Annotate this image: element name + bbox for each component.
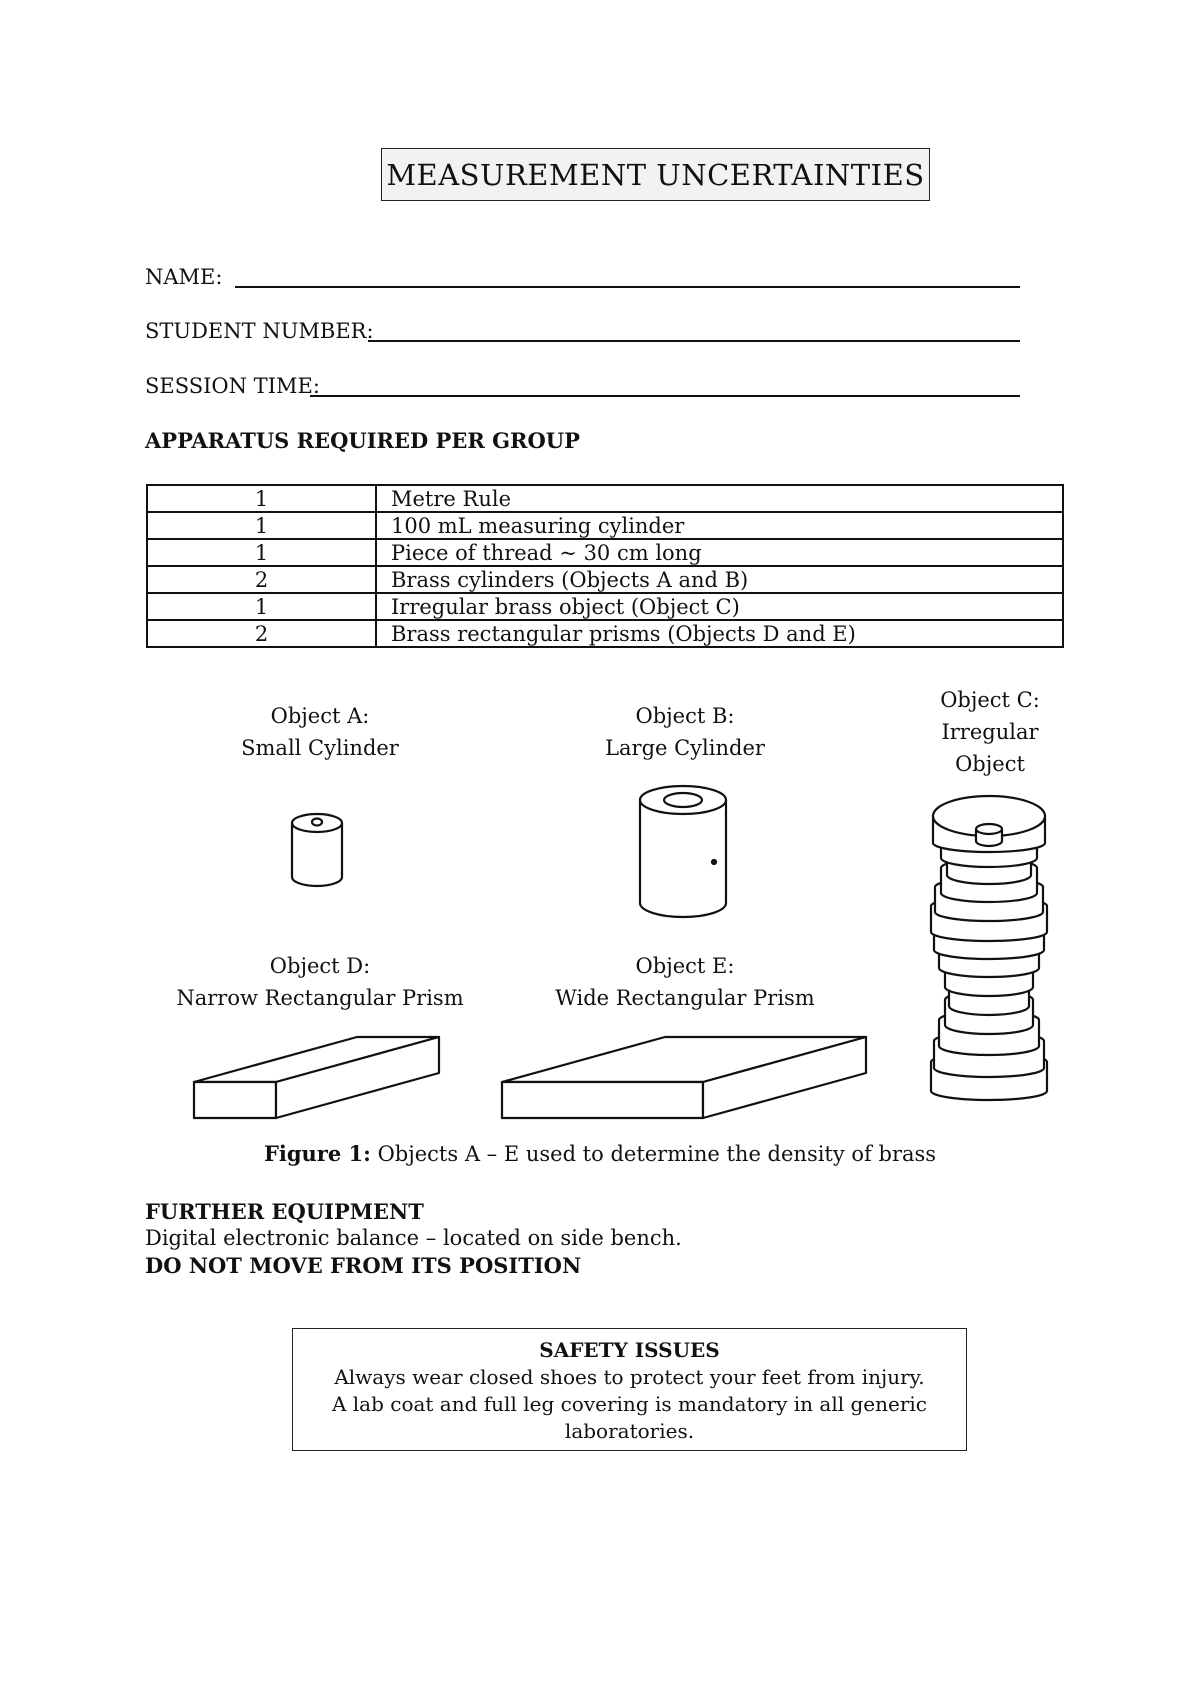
object-e-label: Object E: Wide Rectangular Prism bbox=[555, 954, 815, 1010]
further-equipment-heading: FURTHER EQUIPMENT bbox=[145, 1199, 424, 1224]
wide-prism-drawing bbox=[502, 1037, 866, 1118]
irregular-object-drawing bbox=[931, 796, 1047, 1100]
item-cell: Piece of thread ~ 30 cm long bbox=[376, 539, 1063, 566]
safety-line-3: laboratories. bbox=[564, 1419, 695, 1443]
qty-cell: 1 bbox=[147, 512, 376, 539]
object-b-label: Object B: Large Cylinder bbox=[605, 704, 765, 760]
object-a-label: Object A: Small Cylinder bbox=[241, 704, 399, 760]
qty-cell: 1 bbox=[147, 485, 376, 512]
apparatus-heading: APPARATUS REQUIRED PER GROUP bbox=[145, 428, 580, 453]
session-time-label: SESSION TIME: bbox=[145, 374, 320, 398]
page-title: MEASUREMENT UNCERTAINTIES bbox=[381, 148, 930, 201]
figure-caption bbox=[0, 1141, 1200, 1166]
figure-caption-text: Objects A – E used to determine the density of brass bbox=[370, 1142, 937, 1166]
warning-text: DO NOT MOVE FROM ITS POSITION bbox=[145, 1253, 582, 1278]
student-number-label: STUDENT NUMBER: bbox=[145, 319, 374, 343]
safety-box bbox=[292, 1328, 967, 1451]
item-cell: Irregular brass object (Object C) bbox=[376, 593, 1063, 620]
small-cylinder-drawing bbox=[292, 814, 342, 886]
narrow-prism-drawing bbox=[194, 1037, 439, 1118]
item-cell: Brass cylinders (Objects A and B) bbox=[376, 566, 1063, 593]
qty-cell: 1 bbox=[147, 539, 376, 566]
item-cell: Metre Rule bbox=[376, 485, 1063, 512]
figure-caption-label: Figure 1: bbox=[263, 1141, 371, 1166]
qty-cell: 1 bbox=[147, 593, 376, 620]
item-cell: Brass rectangular prisms (Objects D and E) bbox=[376, 620, 1063, 647]
further-equipment-text: Digital electronic balance – located on side bench. bbox=[145, 1226, 682, 1250]
object-c-label: Object C: Irregular Object bbox=[940, 688, 1040, 776]
item-cell: 100 mL measuring cylinder bbox=[376, 512, 1063, 539]
name-label: NAME: bbox=[145, 265, 223, 289]
stack-knob-top bbox=[976, 824, 1002, 834]
qty-cell: 2 bbox=[147, 620, 376, 647]
safety-heading: SAFETY ISSUES bbox=[539, 1338, 720, 1362]
large-cylinder-drawing bbox=[640, 786, 726, 917]
safety-line-2: A lab coat and full leg covering is mandatory in all generic bbox=[331, 1392, 928, 1416]
qty-cell: 2 bbox=[147, 566, 376, 593]
safety-line-1: Always wear closed shoes to protect your feet from injury. bbox=[334, 1365, 925, 1389]
object-d-label: Object D: Narrow Rectangular Prism bbox=[176, 954, 464, 1010]
